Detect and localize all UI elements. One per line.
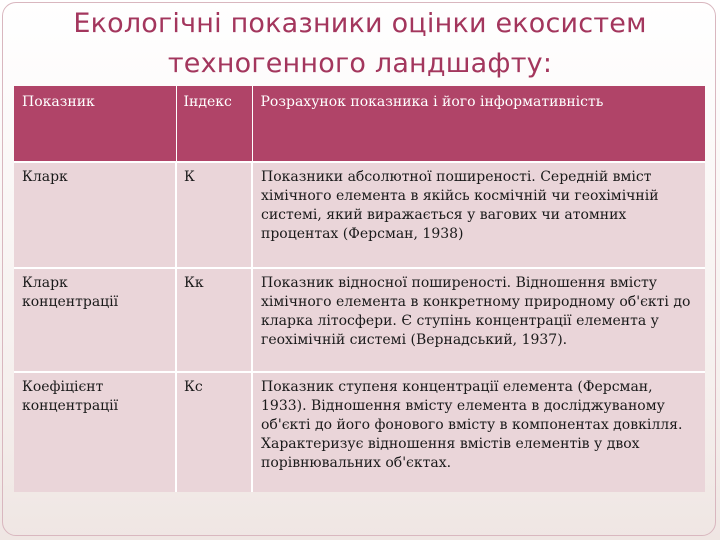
table-row — [14, 162, 705, 268]
cell-indicator-name: Кларк — [14, 162, 176, 268]
cell-index: Кс — [176, 372, 252, 492]
table-row — [14, 372, 705, 492]
title-line-1: Екологічні показники оцінки екосистем — [73, 8, 647, 39]
slide-title — [0, 4, 720, 84]
cell-description: Показник відносної поширеності. Відношення вмісту хімічного елемента в конкретному природному об'єкті до кларка літосфери. Є ступінь концентрації елемента у геохімічній системі (Вернадський, 1937). — [252, 268, 705, 372]
title-line-2: техногенного ландшафту: — [167, 48, 553, 79]
cell-indicator-name: Кларк концентрації — [14, 268, 176, 372]
cell-index: Кк — [176, 268, 252, 372]
cell-index: К — [176, 162, 252, 268]
header-calculation: Розрахунок показника і його інформативність — [252, 86, 705, 162]
table-row — [14, 268, 705, 372]
cell-indicator-name: Коефіцієнт концентрації — [14, 372, 176, 492]
table-header-row — [14, 86, 705, 162]
cell-description: Показники абсолютної поширеності. Середній вміст хімічного елемента в якійсь космічній чи геохімічній системі, який виражається у вагових чи атомних процентах (Ферсман, 1938) — [252, 162, 705, 268]
header-index: Індекс — [176, 86, 252, 162]
cell-description: Показник ступеня концентрації елемента (Ферсман, 1933). Відношення вмісту елемента в досліджуваному об'єкті до його фонового вмісту в компонентах довкілля. Характеризує відношення вмістів елементів у двох порівнювальних об'єктах. — [252, 372, 705, 492]
indicators-table — [14, 86, 705, 492]
header-indicator: Показник — [14, 86, 176, 162]
